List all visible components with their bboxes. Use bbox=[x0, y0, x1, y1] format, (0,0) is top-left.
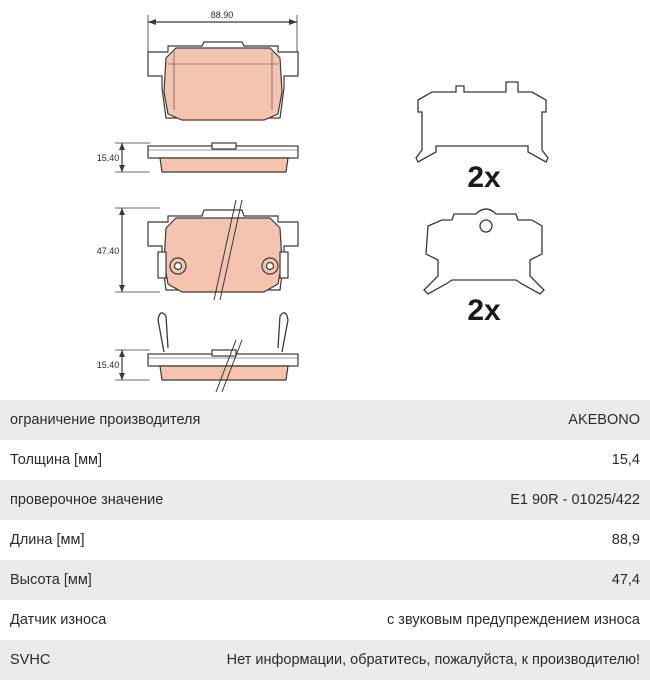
spec-row-test-mark bbox=[0, 480, 650, 520]
specifications-table bbox=[0, 400, 650, 680]
pad-side-view-top bbox=[148, 143, 298, 172]
spec-label: SVHC bbox=[10, 652, 51, 668]
spec-label: Высота [мм] bbox=[10, 572, 92, 588]
pad-side-view-bottom bbox=[148, 313, 298, 392]
spec-value: E1 90R - 01025/422 bbox=[510, 492, 640, 508]
spec-row-length bbox=[0, 520, 650, 560]
height-dimension bbox=[115, 208, 160, 292]
pad-back-view bbox=[148, 200, 298, 300]
spec-row-height bbox=[0, 560, 650, 600]
spec-label: Длина [мм] bbox=[10, 532, 85, 548]
thickness-top-label: 15.40 bbox=[96, 153, 120, 163]
thickness-dimension-bottom bbox=[115, 350, 150, 380]
spec-value: 15,4 bbox=[611, 452, 640, 468]
spec-value: 88,9 bbox=[611, 532, 640, 548]
spec-row-manufacturer-restriction bbox=[0, 400, 650, 440]
spec-value: Нет информации, обратитесь, пожалуйста, к производителю! bbox=[226, 652, 640, 668]
pad-front-view bbox=[148, 42, 298, 120]
spec-row-svhc bbox=[0, 640, 650, 680]
thickness-dimension-top bbox=[115, 143, 150, 172]
retaining-clip-2 bbox=[424, 209, 544, 294]
spec-label: ограничение производителя bbox=[10, 412, 201, 428]
spec-row-wear-sensor bbox=[0, 600, 650, 640]
spec-label: Толщина [мм] bbox=[10, 452, 103, 468]
spec-label: проверочное значение bbox=[10, 492, 164, 508]
spec-value: 47,4 bbox=[611, 572, 640, 588]
clip-1-quantity: 2x bbox=[467, 161, 501, 194]
spec-row-thickness bbox=[0, 440, 650, 480]
retaining-clip-1 bbox=[416, 82, 548, 162]
spec-value: AKEBONO bbox=[568, 412, 640, 428]
thickness-bottom-label: 15.40 bbox=[96, 360, 120, 370]
spec-value: с звуковым предупреждением износа bbox=[387, 612, 640, 628]
width-dimension-label: 88.90 bbox=[210, 10, 234, 20]
height-dimension-label: 47.40 bbox=[96, 246, 120, 256]
clip-2-quantity: 2x bbox=[467, 294, 501, 327]
spec-label: Датчик износа bbox=[10, 612, 107, 628]
